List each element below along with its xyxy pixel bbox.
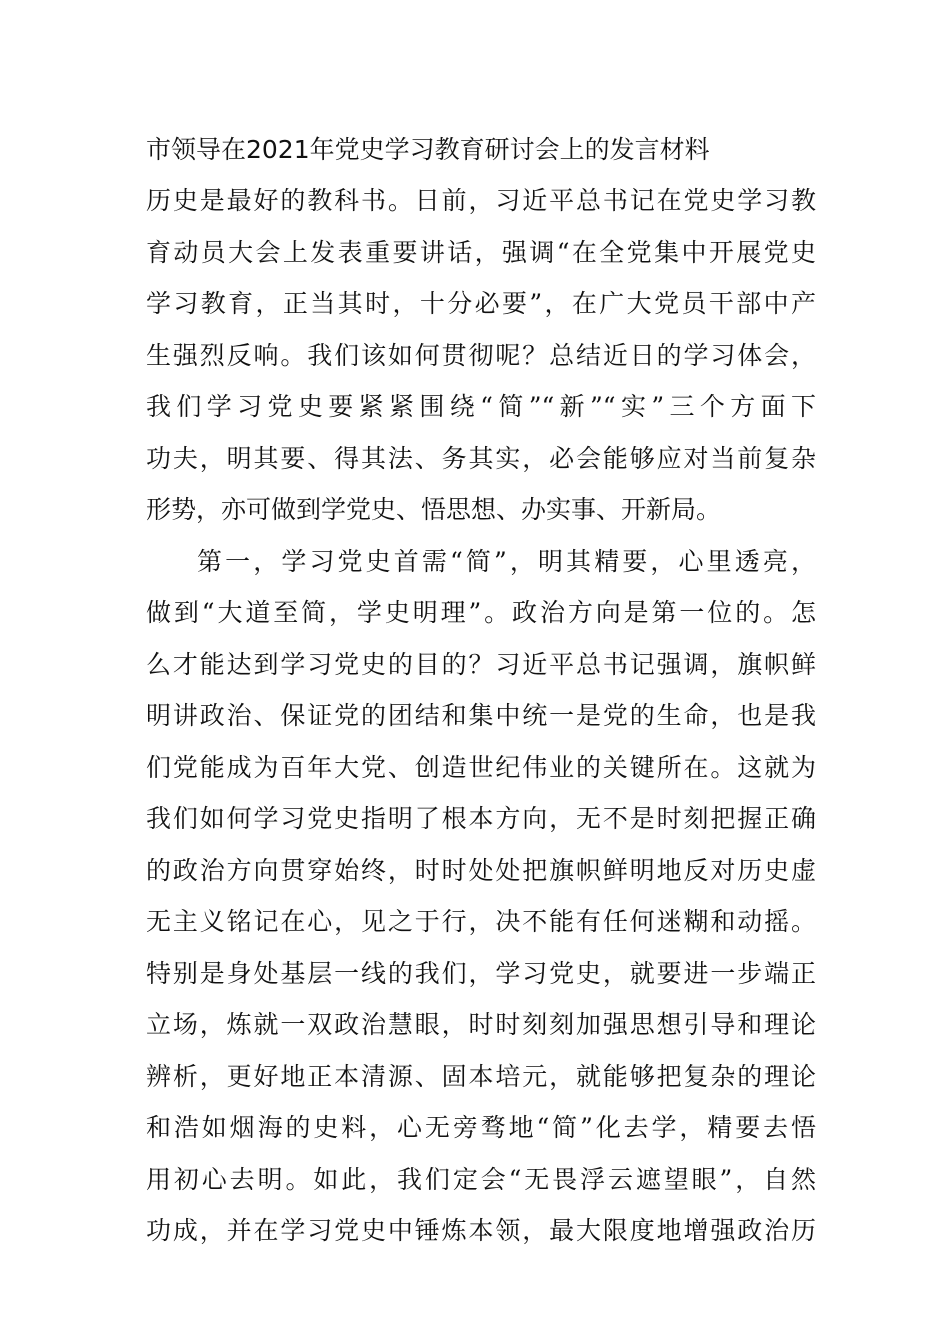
paragraph-1-line: 育动员大会上发表重要讲话，强调“在全党集中开展党史 (146, 237, 816, 267)
paragraph-2-line: 辨析，更好地正本清源、固本培元，就能够把复杂的理论 (146, 1061, 816, 1091)
paragraph-1-line: 我们学习党史要紧紧围绕“简”“新”“实”三个方面下 (146, 392, 816, 421)
paragraph-2-line: 明讲政治、保证党的团结和集中统一是党的生命，也是我 (146, 701, 816, 730)
paragraph-1-line: 历史是最好的教科书。日前，习近平总书记在党史学习教 (146, 186, 816, 215)
paragraph-2-line: 和浩如烟海的史料，心无旁骛地“简”化去学，精要去悟 (146, 1113, 816, 1142)
paragraph-2-line: 的政治方向贯穿始终，时时处处把旗帜鲜明地反对历史虚 (146, 855, 816, 885)
paragraph-2-line: 么才能达到学习党史的目的？习近平总书记强调，旗帜鲜 (146, 649, 816, 679)
paragraph-2-line: 们党能成为百年大党、创造世纪伟业的关键所在。这就为 (146, 752, 816, 782)
paragraph-2-line: 特别是身处基层一线的我们，学习党史，就要进一步端正 (146, 958, 816, 988)
paragraph-1-line: 功夫，明其要、得其法、务其实，必会能够应对当前复杂 (146, 443, 816, 473)
paragraph-2-line: 做到“大道至简，学史明理”。政治方向是第一位的。怎 (146, 598, 816, 627)
paragraph-2-line: 无主义铭记在心，见之于行，决不能有任何迷糊和动摇。 (146, 907, 816, 936)
paragraph-2-line: 立场，炼就一双政治慧眼，时时刻刻加强思想引导和理论 (146, 1010, 816, 1039)
paragraph-2-line: 功成，并在学习党史中锤炼本领，最大限度地增强政治历 (146, 1216, 816, 1245)
document-title: 市领导在2021年党史学习教育研讨会上的发言材料 (146, 135, 710, 164)
paragraph-1-line: 生强烈反响。我们该如何贯彻呢？总结近日的学习体会， (146, 340, 816, 370)
paragraph-2-line: 用初心去明。如此，我们定会“无畏浮云遮望眼”，自然 (146, 1164, 816, 1194)
paragraph-2-first-line: 第一，学习党史首需“简”，明其精要，心里透亮， (197, 546, 816, 576)
paragraph-1-line: 形势，亦可做到学党史、悟思想、办实事、开新局。 (146, 495, 722, 524)
document-body (146, 181, 816, 1263)
paragraph-1-line: 学习教育，正当其时，十分必要”，在广大党员干部中产 (146, 289, 816, 318)
paragraph-2-line: 我们如何学习党史指明了根本方向，无不是时刻把握正确 (146, 804, 816, 833)
